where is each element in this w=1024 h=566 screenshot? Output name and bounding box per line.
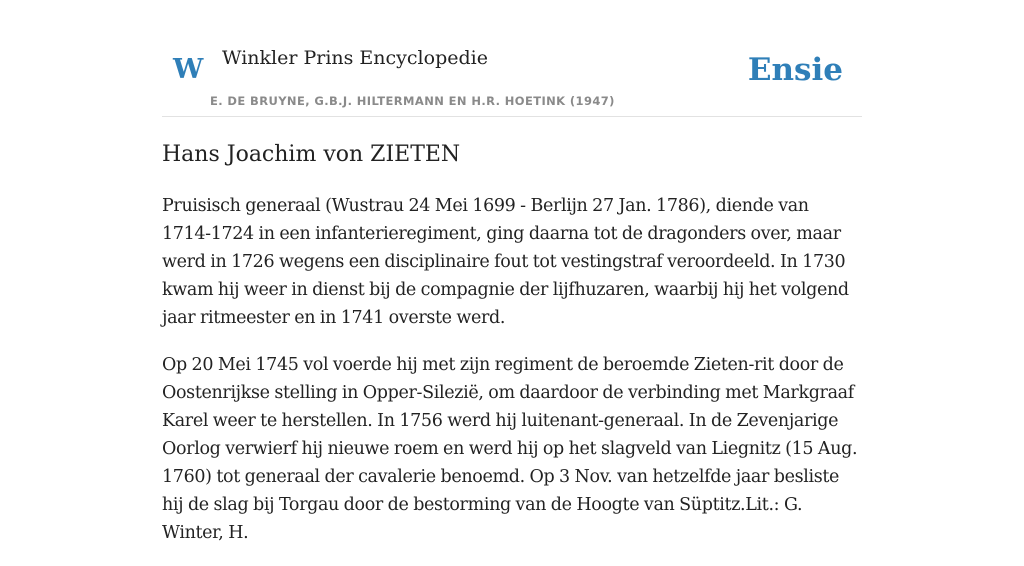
authors-line: E. DE BRUYNE, G.B.J. HILTERMANN EN H.R. HOETINK (1947) bbox=[210, 94, 615, 108]
article-title: Hans Joachim von ZIETEN bbox=[162, 142, 461, 167]
ensie-logo-link[interactable]: Ensie bbox=[747, 52, 843, 88]
article-body bbox=[162, 192, 862, 566]
site-header bbox=[162, 0, 862, 117]
encyclopedia-title[interactable]: Winkler Prins Encyclopedie bbox=[222, 47, 488, 69]
winkler-prins-logo[interactable]: W bbox=[173, 54, 204, 85]
article-paragraph: Pruisisch generaal (Wustrau 24 Mei 1699 - Berlijn 27 Jan. 1786), diende van 1714-1724 in een infanterieregiment, ging daarna tot de dragonders over, maar werd in 1726 wegens een disciplinaire fout tot vestingstraf veroordeeld. In 1730 kwam hij weer in dienst bij de compagnie der lijfhuzaren, waarbij hij het volgend jaar ritmeester en in 1741 overste werd. bbox=[162, 196, 849, 328]
article-paragraph: Op 20 Mei 1745 vol voerde hij met zijn regiment de beroemde Zieten-rit door de Oostenrijkse stelling in Opper-Silezië, om daardoor de verbinding met Markgraaf Karel weer te herstellen. In 1756 werd hij luitenant-generaal. In de Zevenjarige Oorlog verwierf hij nieuwe roem en werd hij op het slagveld van Liegnitz (15 Aug. 1760) tot generaal der cavalerie benoemd. Op 3 Nov. van hetzelfde jaar besliste hij de slag bij Torgau door de bestorming van de Hoogte van Süptitz.Lit.: G. Winter, H. bbox=[162, 355, 858, 543]
